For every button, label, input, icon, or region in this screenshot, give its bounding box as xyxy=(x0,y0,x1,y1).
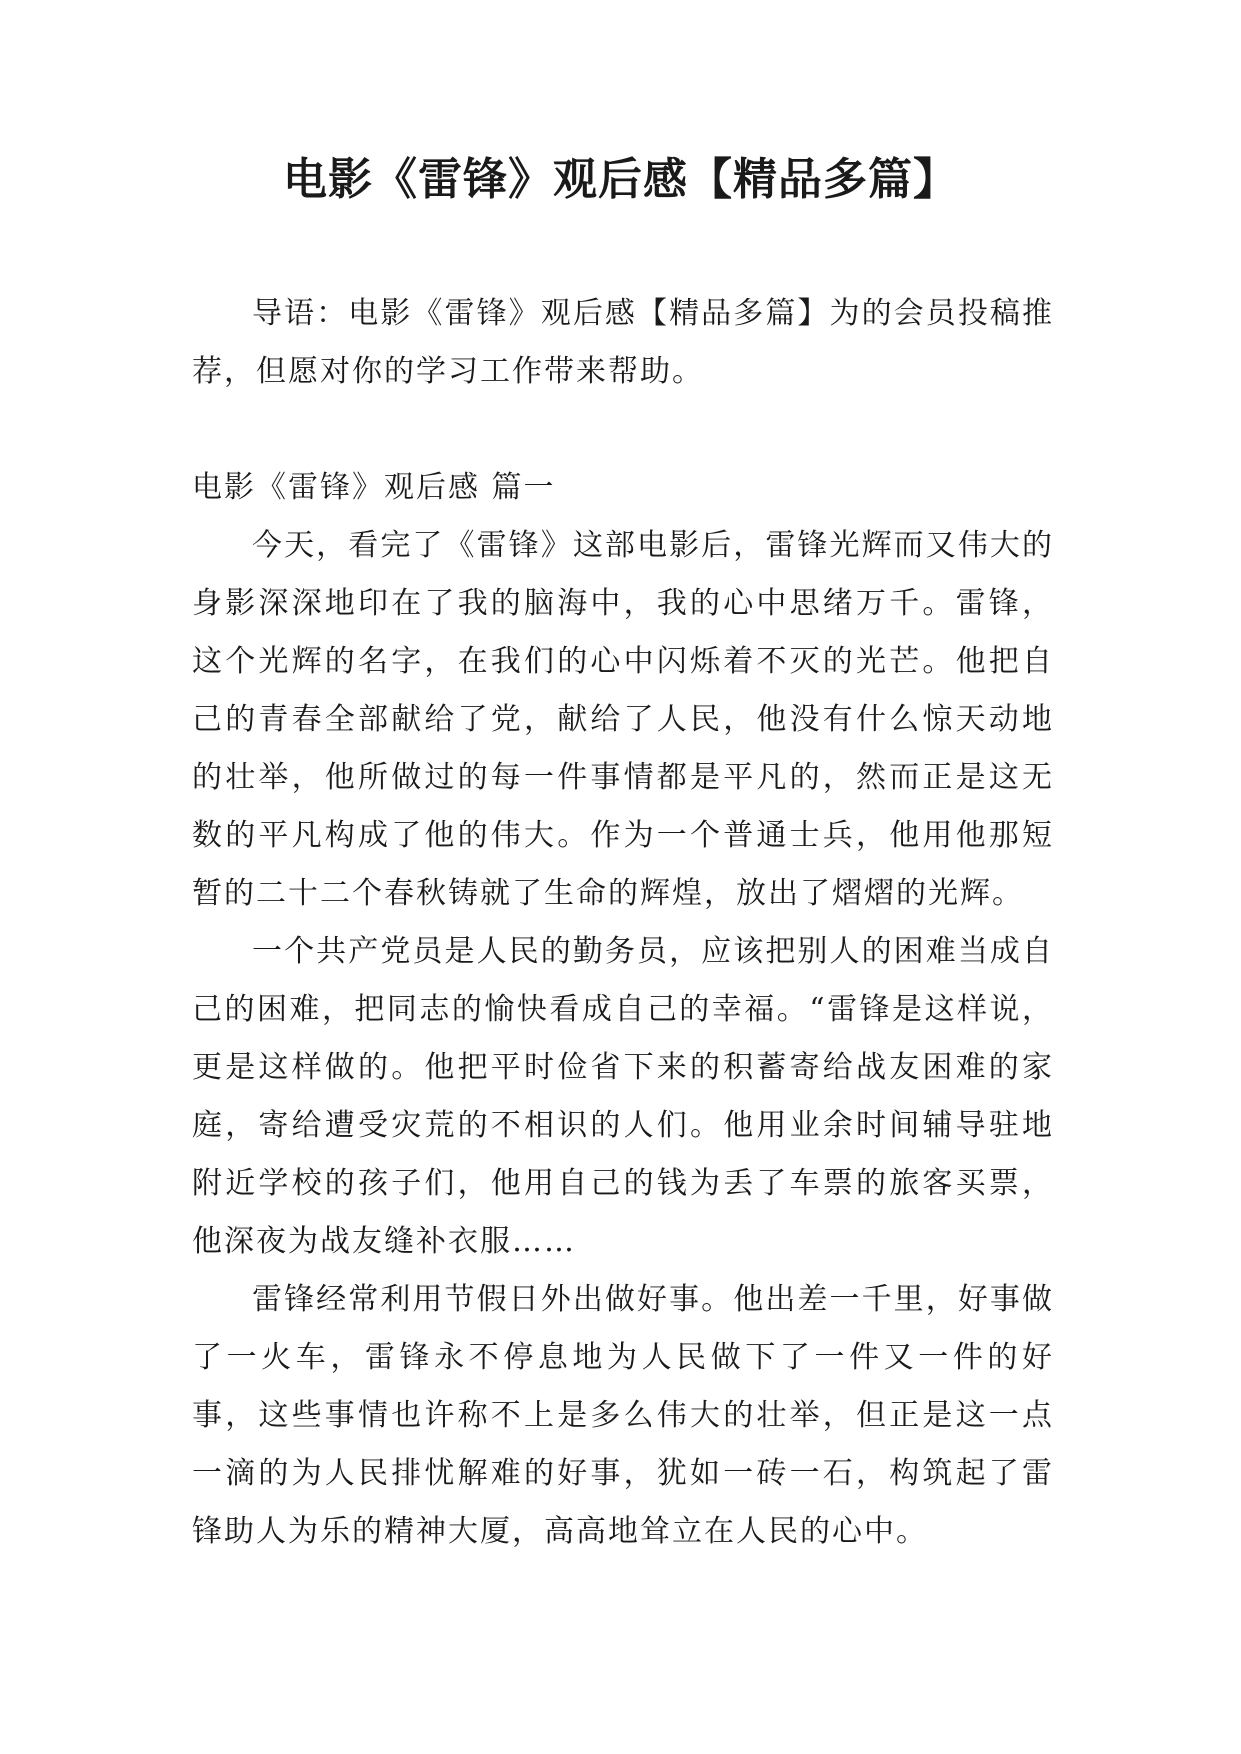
body-paragraph-2: 一个共产党员是人民的勤务员，应该把别人的困难当成自己的困难，把同志的愉快看成自己的幸福。“雷锋是这样说，更是这样做的。他把平时俭省下来的积蓄寄给战友困难的家庭，寄给遭受灾荒的不相识的人们。他用业余时间辅导驻地附近学校的孩子们，他用自己的钱为丢了车票的旅客买票，他深夜为战友缝补衣服…… xyxy=(192,934,1054,1259)
intro-paragraph: 导语：电影《雷锋》观后感【精品多篇】为的会员投稿推荐，但愿对你的学习工作带来帮助。 xyxy=(192,296,1054,389)
section-heading: 电影《雷锋》观后感 篇一 xyxy=(192,470,556,505)
document-body xyxy=(192,285,1054,1561)
body-paragraph-1: 今天，看完了《雷锋》这部电影后，雷锋光辉而又伟大的身影深深地印在了我的脑海中，我的心中思绪万千。雷锋，这个光辉的名字，在我们的心中闪烁着不灭的光芒。他把自己的青春全部献给了党，献给了人民，他没有什么惊天动地的壮举，他所做过的每一件事情都是平凡的，然而正是这无数的平凡构成了他的伟大。作为一个普通士兵，他用他那短暂的二十二个春秋铸就了生命的辉煌，放出了熠熠的光辉。 xyxy=(192,528,1054,911)
document-title: 电影《雷锋》观后感【精品多篇】 xyxy=(283,154,958,205)
body-paragraph-3: 雷锋经常利用节假日外出做好事。他出差一千里，好事做了一火车，雷锋永不停息地为人民做下了一件又一件的好事，这些事情也许称不上是多么伟大的壮举，但正是这一点一滴的为人民排忧解难的好事，犹如一砖一石，构筑起了雷锋助人为乐的精神大厦，高高地耸立在人民的心中。 xyxy=(192,1282,1054,1549)
